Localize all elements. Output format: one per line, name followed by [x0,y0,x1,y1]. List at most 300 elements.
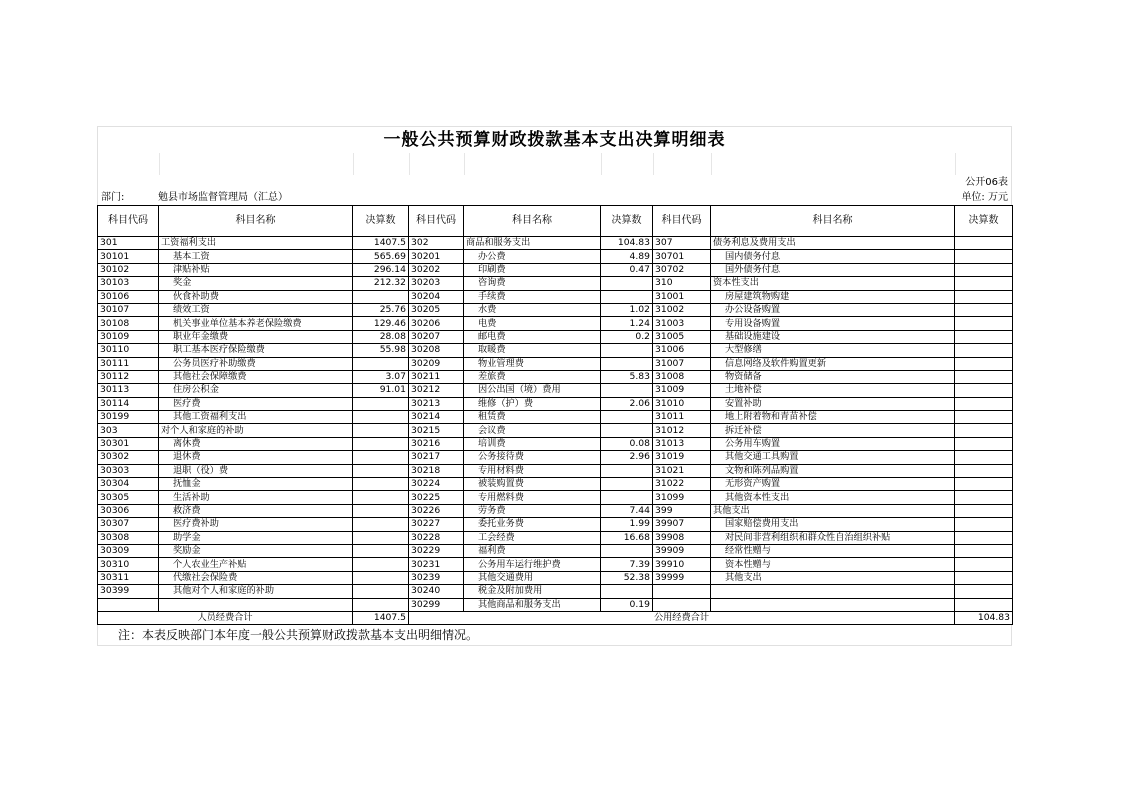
code-cell: 30306 [98,504,159,517]
dept-name: 勉县市场监督管理局（汇总） [158,192,288,203]
header-row [98,206,1013,237]
code-cell: 39908 [653,531,711,544]
code-cell: 30227 [409,518,464,531]
code-cell: 30239 [409,571,464,584]
table-row [98,585,1013,598]
name-cell: 税金及附加费用 [464,585,601,598]
meta-row [97,190,1012,205]
table-row [98,370,1013,383]
code-cell: 30399 [98,585,159,598]
form-code-row [97,175,1012,190]
name-cell: 职业年金缴费 [159,330,353,343]
amount-cell [955,424,1013,437]
amount-cell [601,384,653,397]
code-cell: 30103 [98,277,159,290]
table-row [98,464,1013,477]
code-cell: 30308 [98,531,159,544]
table-row [98,344,1013,357]
amount-cell [955,250,1013,263]
name-cell: 职工基本医疗保险缴费 [159,344,353,357]
code-cell: 30203 [409,277,464,290]
amount-cell [353,411,409,424]
amount-cell: 0.2 [601,330,653,343]
name-cell: 被装购置费 [464,478,601,491]
name-cell: 其他商品和服务支出 [464,598,601,611]
amount-cell [353,464,409,477]
code-cell: 30108 [98,317,159,330]
amount-cell [353,544,409,557]
name-cell [711,585,955,598]
code-cell: 30215 [409,424,464,437]
code-cell: 31001 [653,290,711,303]
table-row [98,598,1013,611]
name-cell: 其他支出 [711,504,955,517]
amount-cell: 25.76 [353,303,409,316]
name-cell: 其他社会保障缴费 [159,370,353,383]
code-cell: 30299 [409,598,464,611]
amount-cell [955,357,1013,370]
amount-cell [601,277,653,290]
amount-cell [601,357,653,370]
table-row [98,558,1013,571]
name-cell: 因公出国（境）费用 [464,384,601,397]
name-cell: 福利费 [464,544,601,557]
name-cell: 咨询费 [464,277,601,290]
code-cell: 30212 [409,384,464,397]
amount-cell [353,478,409,491]
code-cell: 30213 [409,397,464,410]
name-cell: 其他工资福利支出 [159,411,353,424]
code-cell: 30199 [98,411,159,424]
amount-cell [955,317,1013,330]
name-cell: 邮电费 [464,330,601,343]
name-cell: 工会经费 [464,531,601,544]
amount-cell [353,491,409,504]
code-cell: 31006 [653,344,711,357]
amount-cell [353,290,409,303]
name-cell: 抚恤金 [159,478,353,491]
code-cell: 30113 [98,384,159,397]
name-cell: 印刷费 [464,263,601,276]
code-cell: 399 [653,504,711,517]
name-cell: 国内债务付息 [711,250,955,263]
amount-cell [353,397,409,410]
name-cell: 助学金 [159,531,353,544]
table-row [98,330,1013,343]
code-cell: 31012 [653,424,711,437]
code-cell: 30111 [98,357,159,370]
code-cell: 30309 [98,544,159,557]
table-row [98,571,1013,584]
form-code: 公开06表 [965,177,1008,188]
amount-cell: 16.68 [601,531,653,544]
amount-cell: 4.89 [601,250,653,263]
name-cell: 离休费 [159,437,353,450]
name-cell: 培训费 [464,437,601,450]
amount-cell: 1.02 [601,303,653,316]
table-row [98,424,1013,437]
table-row [98,491,1013,504]
amount-cell [955,478,1013,491]
amount-cell [955,464,1013,477]
amount-cell [955,344,1013,357]
code-cell: 30207 [409,330,464,343]
name-cell: 基础设施建设 [711,330,955,343]
amount-cell [601,290,653,303]
code-cell: 31022 [653,478,711,491]
code-cell: 30301 [98,437,159,450]
header-cell: 科目名称 [464,206,601,237]
code-cell: 30229 [409,544,464,557]
amount-cell [955,491,1013,504]
personnel-total-label: 人员经费合计 [98,611,353,624]
code-cell: 31002 [653,303,711,316]
amount-cell [353,518,409,531]
amount-cell [353,531,409,544]
name-cell: 手续费 [464,290,601,303]
name-cell: 土地补偿 [711,384,955,397]
code-cell: 30310 [98,558,159,571]
amount-cell [353,437,409,450]
code-cell: 30305 [98,491,159,504]
code-cell: 30114 [98,397,159,410]
name-cell: 退职（役）费 [159,464,353,477]
amount-cell [955,384,1013,397]
amount-cell: 91.01 [353,384,409,397]
code-cell: 39910 [653,558,711,571]
name-cell: 房屋建筑物购建 [711,290,955,303]
name-cell: 奖励金 [159,544,353,557]
header-cell: 科目代码 [409,206,464,237]
name-cell: 其他支出 [711,571,955,584]
name-cell: 地上附着物和青苗补偿 [711,411,955,424]
personnel-total-value: 1407.5 [353,611,409,624]
code-cell: 31099 [653,491,711,504]
amount-cell [601,411,653,424]
code-cell: 30231 [409,558,464,571]
table-row [98,303,1013,316]
amount-cell [353,424,409,437]
report-title: 一般公共预算财政拨款基本支出决算明细表 [97,126,1012,153]
amount-cell [955,571,1013,584]
table-row [98,531,1013,544]
code-cell: 30701 [653,250,711,263]
table-row [98,357,1013,370]
amount-cell [601,464,653,477]
code-cell: 30307 [98,518,159,531]
name-cell: 租赁费 [464,411,601,424]
code-cell: 31013 [653,437,711,450]
amount-cell [955,397,1013,410]
name-cell: 差旅费 [464,370,601,383]
amount-cell: 0.19 [601,598,653,611]
name-cell: 绩效工资 [159,303,353,316]
code-cell: 30208 [409,344,464,357]
code-cell: 30216 [409,437,464,450]
name-cell [711,598,955,611]
amount-cell [353,571,409,584]
amount-cell [955,598,1013,611]
code-cell: 30228 [409,531,464,544]
code-cell: 30206 [409,317,464,330]
name-cell: 物业管理费 [464,357,601,370]
name-cell: 办公费 [464,250,601,263]
name-cell: 委托业务费 [464,518,601,531]
name-cell: 津贴补贴 [159,263,353,276]
code-cell: 30101 [98,250,159,263]
amount-cell: 28.08 [353,330,409,343]
name-cell: 其他对个人和家庭的补助 [159,585,353,598]
name-cell: 办公设备购置 [711,303,955,316]
code-cell: 30303 [98,464,159,477]
name-cell: 对个人和家庭的补助 [159,424,353,437]
header-cell: 科目代码 [653,206,711,237]
code-cell: 39907 [653,518,711,531]
code-cell: 31009 [653,384,711,397]
code-cell: 31010 [653,397,711,410]
code-cell: 30112 [98,370,159,383]
table-row [98,290,1013,303]
header-cell: 决算数 [955,206,1013,237]
amount-cell: 2.06 [601,397,653,410]
name-cell: 电费 [464,317,601,330]
code-cell: 310 [653,277,711,290]
amount-cell [955,585,1013,598]
name-cell: 机关事业单位基本养老保险缴费 [159,317,353,330]
code-cell: 30110 [98,344,159,357]
amount-cell [955,518,1013,531]
name-cell: 医疗费补助 [159,518,353,531]
code-cell: 30224 [409,478,464,491]
name-cell: 经常性赠与 [711,544,955,557]
code-cell: 30102 [98,263,159,276]
amount-cell [353,357,409,370]
table-row [98,263,1013,276]
amount-cell [955,263,1013,276]
name-cell: 其他交通费用 [464,571,601,584]
code-cell: 30106 [98,290,159,303]
amount-cell [955,451,1013,464]
name-cell: 取暖费 [464,344,601,357]
name-cell: 基本工资 [159,250,353,263]
code-cell: 30209 [409,357,464,370]
code-cell: 31008 [653,370,711,383]
header-cell: 科目名称 [711,206,955,237]
amount-cell: 104.83 [601,237,653,250]
name-cell: 退休费 [159,451,353,464]
amount-cell: 0.47 [601,263,653,276]
name-cell: 文物和陈列品购置 [711,464,955,477]
amount-cell [955,290,1013,303]
amount-cell [955,558,1013,571]
amount-cell: 55.98 [353,344,409,357]
table-row [98,237,1013,250]
name-cell: 专用设备购置 [711,317,955,330]
table-row [98,384,1013,397]
amount-cell [955,531,1013,544]
table-row [98,451,1013,464]
public-total-label: 公用经费合计 [409,611,955,624]
table-row [98,518,1013,531]
code-cell: 303 [98,424,159,437]
table-row [98,437,1013,450]
name-cell: 公务接待费 [464,451,601,464]
name-cell [159,598,353,611]
name-cell: 公务员医疗补助缴费 [159,357,353,370]
name-cell: 会议费 [464,424,601,437]
amount-cell: 1407.5 [353,237,409,250]
code-cell [98,598,159,611]
header-cell: 决算数 [601,206,653,237]
code-cell: 30302 [98,451,159,464]
spacer-row [97,153,1012,175]
amount-cell [955,277,1013,290]
amount-cell: 5.83 [601,370,653,383]
amount-cell: 129.46 [353,317,409,330]
name-cell: 住房公积金 [159,384,353,397]
amount-cell: 296.14 [353,263,409,276]
code-cell: 30240 [409,585,464,598]
amount-cell [955,411,1013,424]
name-cell: 无形资产购置 [711,478,955,491]
code-cell [653,598,711,611]
expense-table [97,205,1013,625]
name-cell: 工资福利支出 [159,237,353,250]
amount-cell [955,504,1013,517]
name-cell: 劳务费 [464,504,601,517]
name-cell: 国家赔偿费用支出 [711,518,955,531]
header-cell: 决算数 [353,206,409,237]
table-row [98,478,1013,491]
name-cell: 安置补助 [711,397,955,410]
amount-cell: 1.99 [601,518,653,531]
code-cell: 39999 [653,571,711,584]
code-cell: 307 [653,237,711,250]
name-cell: 信息网络及软件购置更新 [711,357,955,370]
amount-cell [601,491,653,504]
amount-cell [955,303,1013,316]
amount-cell [955,237,1013,250]
amount-cell [353,558,409,571]
dept-label: 部门: [101,192,125,203]
code-cell: 30226 [409,504,464,517]
amount-cell [353,451,409,464]
code-cell: 30109 [98,330,159,343]
name-cell: 医疗费 [159,397,353,410]
amount-cell [601,478,653,491]
table-row [98,397,1013,410]
name-cell: 维修（护）费 [464,397,601,410]
amount-cell [601,585,653,598]
name-cell: 商品和服务支出 [464,237,601,250]
name-cell: 公务用车购置 [711,437,955,450]
name-cell: 拆迁补偿 [711,424,955,437]
code-cell: 30211 [409,370,464,383]
table-row [98,411,1013,424]
code-cell [653,585,711,598]
code-cell: 31005 [653,330,711,343]
code-cell: 30311 [98,571,159,584]
header-cell: 科目名称 [159,206,353,237]
code-cell: 39909 [653,544,711,557]
amount-cell [955,437,1013,450]
amount-cell [955,370,1013,383]
code-cell: 30107 [98,303,159,316]
name-cell: 其他交通工具购置 [711,451,955,464]
code-cell: 30202 [409,263,464,276]
name-cell: 伙食补助费 [159,290,353,303]
name-cell: 资本性赠与 [711,558,955,571]
code-cell: 30204 [409,290,464,303]
name-cell: 专用材料费 [464,464,601,477]
code-cell: 30205 [409,303,464,316]
name-cell: 物资储备 [711,370,955,383]
code-cell: 30225 [409,491,464,504]
code-cell: 30218 [409,464,464,477]
public-total-value: 104.83 [955,611,1013,624]
code-cell: 30201 [409,250,464,263]
name-cell: 国外债务付息 [711,263,955,276]
code-cell: 30214 [409,411,464,424]
name-cell: 代缴社会保险费 [159,571,353,584]
amount-cell [601,544,653,557]
code-cell: 31019 [653,451,711,464]
amount-cell [353,504,409,517]
amount-cell [955,330,1013,343]
code-cell: 31003 [653,317,711,330]
name-cell: 公务用车运行维护费 [464,558,601,571]
name-cell: 资本性支出 [711,277,955,290]
code-cell: 31007 [653,357,711,370]
amount-cell [353,598,409,611]
name-cell: 水费 [464,303,601,316]
table-row [98,250,1013,263]
code-cell: 301 [98,237,159,250]
name-cell: 生活补助 [159,491,353,504]
name-cell: 其他资本性支出 [711,491,955,504]
amount-cell [353,585,409,598]
amount-cell: 212.32 [353,277,409,290]
code-cell: 30702 [653,263,711,276]
table-row [98,277,1013,290]
amount-cell: 3.07 [353,370,409,383]
code-cell: 31011 [653,411,711,424]
name-cell: 个人农业生产补贴 [159,558,353,571]
amount-cell: 52.38 [601,571,653,584]
header-cell: 科目代码 [98,206,159,237]
name-cell: 救济费 [159,504,353,517]
table-row [98,544,1013,557]
amount-cell [601,344,653,357]
code-cell: 302 [409,237,464,250]
name-cell: 大型修缮 [711,344,955,357]
amount-cell: 7.44 [601,504,653,517]
name-cell: 奖金 [159,277,353,290]
amount-cell: 2.96 [601,451,653,464]
code-cell: 31021 [653,464,711,477]
amount-cell: 1.24 [601,317,653,330]
code-cell: 30304 [98,478,159,491]
amount-cell: 7.39 [601,558,653,571]
table-row [98,317,1013,330]
amount-cell: 0.08 [601,437,653,450]
unit-label: 单位: 万元 [961,192,1008,203]
amount-cell: 565.69 [353,250,409,263]
amount-cell [601,424,653,437]
name-cell: 债务利息及费用支出 [711,237,955,250]
code-cell: 30217 [409,451,464,464]
totals-row [98,611,1013,624]
